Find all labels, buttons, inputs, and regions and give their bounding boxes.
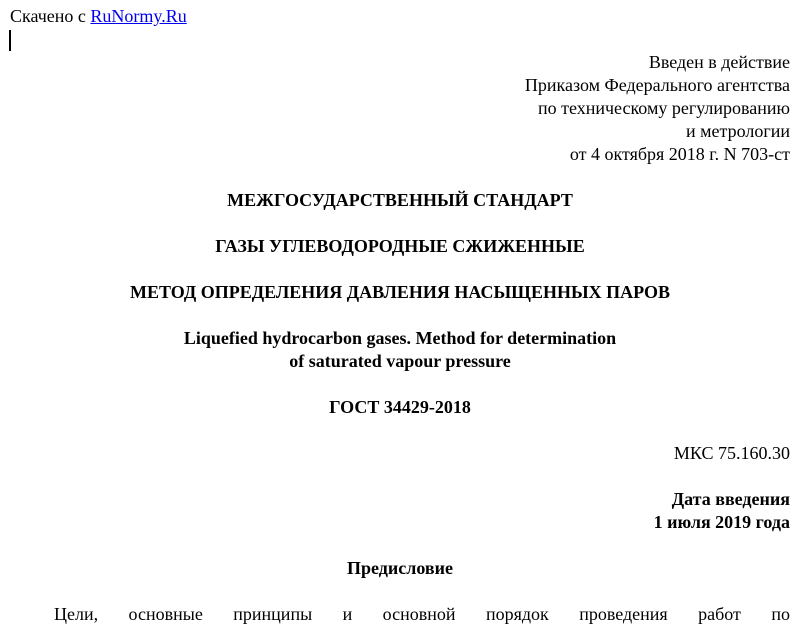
- source-prefix: Скачено с: [10, 6, 91, 26]
- effective-date-label: Дата введения: [671, 489, 790, 509]
- approval-line-2: Приказом Федерального агентства: [524, 75, 790, 95]
- english-title-line-1: Liquefied hydrocarbon gases. Method for determination: [183, 328, 617, 348]
- approval-line-4: и метрологии: [686, 121, 790, 141]
- effective-date-value: 1 июля 2019 года: [653, 512, 790, 532]
- source-link[interactable]: RuNormy.Ru: [90, 6, 187, 26]
- preface-paragraph: Цели, основные принципы и основной порядок проведения работ по: [54, 604, 790, 624]
- standard-code: ГОСТ 34429-2018: [329, 397, 471, 417]
- approval-line-3: по техническому регулированию: [537, 98, 790, 118]
- preface-heading: Предисловие: [347, 558, 453, 578]
- approval-line-1: Введен в действие: [648, 52, 790, 72]
- mks-code: МКС 75.160.30: [673, 443, 790, 463]
- approval-line-5: от 4 октября 2018 г. N 703-ст: [569, 144, 790, 164]
- english-title-line-2: of saturated vapour pressure: [289, 351, 511, 371]
- standard-type-title: МЕЖГОСУДАРСТВЕННЫЙ СТАНДАРТ: [227, 190, 573, 210]
- method-title: МЕТОД ОПРЕДЕЛЕНИЯ ДАВЛЕНИЯ НАСЫЩЕННЫХ ПАРОВ: [129, 282, 671, 302]
- text-cursor: [9, 30, 11, 51]
- subject-title: ГАЗЫ УГЛЕВОДОРОДНЫЕ СЖИЖЕННЫЕ: [215, 236, 585, 256]
- source-line: [10, 5, 187, 28]
